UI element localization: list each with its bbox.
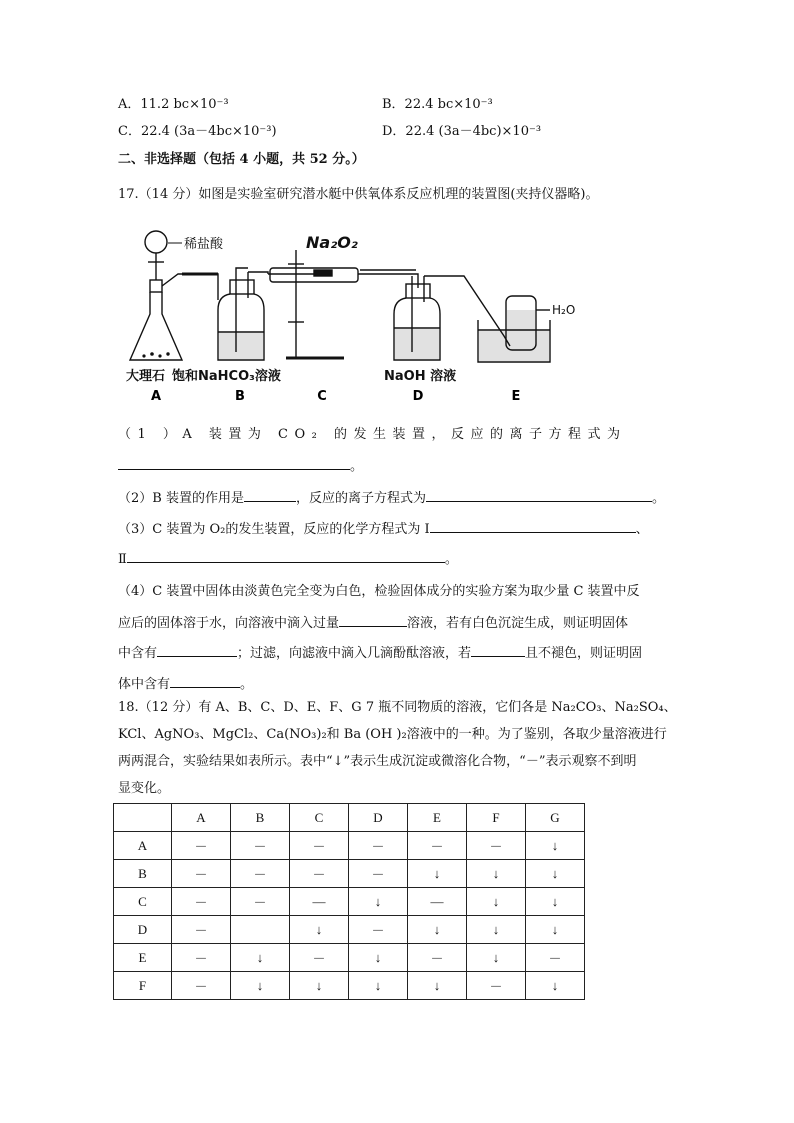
- letter-d: D: [412, 389, 424, 404]
- table-row: [114, 944, 585, 972]
- table-cell: ↓: [526, 832, 585, 860]
- table-cell: ↓: [290, 972, 349, 1000]
- text: 溶液，若有白色沉淀生成，则证明固体: [407, 616, 629, 631]
- punct: 。: [240, 677, 254, 692]
- text: 中含有: [118, 646, 158, 661]
- punct: 。: [350, 459, 364, 474]
- letter-b: B: [235, 389, 245, 404]
- text: 且不褪色，则证明固: [525, 646, 643, 661]
- table-header-cell: F: [467, 804, 526, 832]
- table-cell: －: [408, 832, 467, 860]
- table-cell: ↓: [467, 916, 526, 944]
- table-cell: ↓: [231, 972, 290, 1000]
- table-cell: ↓: [349, 888, 408, 916]
- punct: 、: [635, 522, 649, 537]
- answer-blank[interactable]: [244, 487, 296, 502]
- table-cell: ↓: [231, 944, 290, 972]
- table-row: [114, 832, 585, 860]
- table-cell: ↓: [467, 944, 526, 972]
- table-cell: A: [114, 832, 172, 860]
- table-header-cell: D: [349, 804, 408, 832]
- table-cell: F: [114, 972, 172, 1000]
- q17-p3: [118, 518, 649, 540]
- table-cell: ↓: [526, 860, 585, 888]
- table-cell: ↓: [349, 972, 408, 1000]
- table-cell: D: [114, 916, 172, 944]
- table-cell: －: [290, 944, 349, 972]
- bottle-b-stopper: [230, 280, 254, 294]
- option-b: B．22.4 bc×10⁻³: [382, 97, 493, 112]
- table-row: [114, 972, 585, 1000]
- na2o2-label: Na₂O₂: [306, 233, 358, 252]
- table-cell: －: [349, 860, 408, 888]
- answer-blank[interactable]: [118, 455, 350, 470]
- answer-blank[interactable]: [339, 612, 407, 627]
- q17-p4-line4: [118, 673, 253, 695]
- table-cell: ↓: [408, 860, 467, 888]
- q17-p1-answer: [118, 455, 363, 477]
- letter-e: E: [511, 389, 521, 404]
- table-cell: ↓: [290, 916, 349, 944]
- answer-blank[interactable]: [471, 642, 525, 657]
- table-row: [114, 860, 585, 888]
- table-cell: －: [349, 916, 408, 944]
- table-cell: －: [172, 888, 231, 916]
- table-header-row: [114, 804, 585, 832]
- table-cell: －: [172, 944, 231, 972]
- q17-p4-line2: [118, 612, 628, 634]
- table-cell: ↓: [526, 888, 585, 916]
- table-cell: －: [231, 860, 290, 888]
- q17-p3-a: （3）C 装置为 O₂的发生装置，反应的化学方程式为 Ⅰ: [118, 522, 430, 537]
- table-cell: －: [290, 832, 349, 860]
- q17-p2-a: （2）B 装置的作用是: [118, 491, 244, 506]
- q17-p2-b: ，反应的离子方程式为: [295, 491, 426, 506]
- q18-line1: 18.（12 分）有 A、B、C、D、E、F、G 7 瓶不同物质的溶液，它们各是 Na₂CO₃、Na₂SO₄、: [118, 700, 677, 715]
- table-header-cell: C: [290, 804, 349, 832]
- mixing-results-table: [113, 803, 585, 1000]
- table-cell: －: [526, 944, 585, 972]
- punct: 。: [444, 552, 458, 567]
- table-cell: ↓: [467, 888, 526, 916]
- option-c: C．22.4 (3a－4bc×10⁻³): [118, 124, 277, 139]
- acid-label: 稀盐酸: [184, 237, 224, 252]
- q18-line2: KCl、AgNO₃、MgCl₂、Ca(NO₃)₂和 Ba (OH )₂溶液中的一种。为了鉴别，各取少量溶液进行: [118, 727, 667, 742]
- text: 应后的固体溶于水，向溶液中滴入过量: [118, 616, 340, 631]
- water-label: H₂O: [552, 303, 576, 317]
- roman-ii: Ⅱ: [118, 552, 127, 567]
- q17-stem: 17.（14 分）如图是实验室研究潜水艇中供氧体系反应机理的装置图(夹持仪器略)。: [118, 187, 599, 202]
- table-cell: －: [231, 888, 290, 916]
- marble-label: 大理石: [126, 369, 166, 384]
- table-cell: ↓: [526, 916, 585, 944]
- answer-blank[interactable]: [426, 487, 652, 502]
- table-cell: －: [467, 832, 526, 860]
- letter-a: A: [150, 389, 162, 404]
- option-d: D．22.4 (3a－4bc)×10⁻³: [382, 124, 542, 139]
- table-cell: －: [172, 860, 231, 888]
- table-header-cell: G: [526, 804, 585, 832]
- table-cell: ↓: [408, 972, 467, 1000]
- table-cell: －: [408, 944, 467, 972]
- table-cell: —: [408, 888, 467, 916]
- funnel-bulb: [145, 231, 167, 253]
- table-cell: －: [467, 972, 526, 1000]
- letter-c: C: [317, 389, 327, 404]
- b-solution-label: 饱和NaHCO₃溶液: [172, 369, 281, 384]
- table-header-cell: A: [172, 804, 231, 832]
- table-header-cell: [114, 804, 172, 832]
- option-a: A．11.2 bc×10⁻³: [118, 97, 229, 112]
- d-solution-label: NaOH 溶液: [384, 369, 457, 384]
- q18-line3: 两两混合，实验结果如表所示。表中“↓”表示生成沉淀或微溶化合物，“－”表示观察不到明: [118, 754, 637, 769]
- table-cell: E: [114, 944, 172, 972]
- punct: 。: [651, 491, 665, 506]
- table-cell: ↓: [349, 944, 408, 972]
- q17-p4-line3: [118, 642, 642, 664]
- table-cell: －: [290, 860, 349, 888]
- q17-p2: [118, 487, 665, 509]
- table-cell: ↓: [408, 916, 467, 944]
- text: 体中含有: [118, 677, 171, 692]
- answer-blank[interactable]: [430, 518, 636, 533]
- table-cell: ↓: [526, 972, 585, 1000]
- flask-a: [130, 292, 182, 360]
- table-cell: －: [172, 832, 231, 860]
- table-cell: B: [114, 860, 172, 888]
- answer-blank[interactable]: [157, 642, 237, 657]
- table-cell: —: [290, 888, 349, 916]
- table-header-cell: E: [408, 804, 467, 832]
- table-cell: [231, 916, 290, 944]
- q17-p4-line1: （4）C 装置中固体由淡黄色完全变为白色，检验固体成分的实验方案为取少量 C 装置中反: [118, 584, 640, 599]
- apparatus-svg: [118, 228, 588, 408]
- answer-blank[interactable]: [127, 548, 445, 563]
- answer-blank[interactable]: [170, 673, 240, 688]
- table-cell: －: [172, 972, 231, 1000]
- table-row: [114, 888, 585, 916]
- q17-p3-ii: [118, 548, 458, 570]
- table-cell: C: [114, 888, 172, 916]
- table-cell: －: [172, 916, 231, 944]
- table-cell: ↓: [467, 860, 526, 888]
- apparatus-diagram: [118, 228, 588, 408]
- table-row: [114, 916, 585, 944]
- text: ；过滤，向滤液中滴入几滴酚酞溶液，若: [237, 646, 472, 661]
- table-cell: －: [231, 832, 290, 860]
- table-cell: －: [349, 832, 408, 860]
- q17-p1: （1 ）A 装置为 CO₂ 的发生装置，反应的离子方程式为: [118, 427, 627, 442]
- section-heading: 二、非选择题（包括 4 小题，共 52 分。）: [118, 152, 365, 167]
- table-header-cell: B: [231, 804, 290, 832]
- q18-line4: 显变化。: [118, 781, 171, 796]
